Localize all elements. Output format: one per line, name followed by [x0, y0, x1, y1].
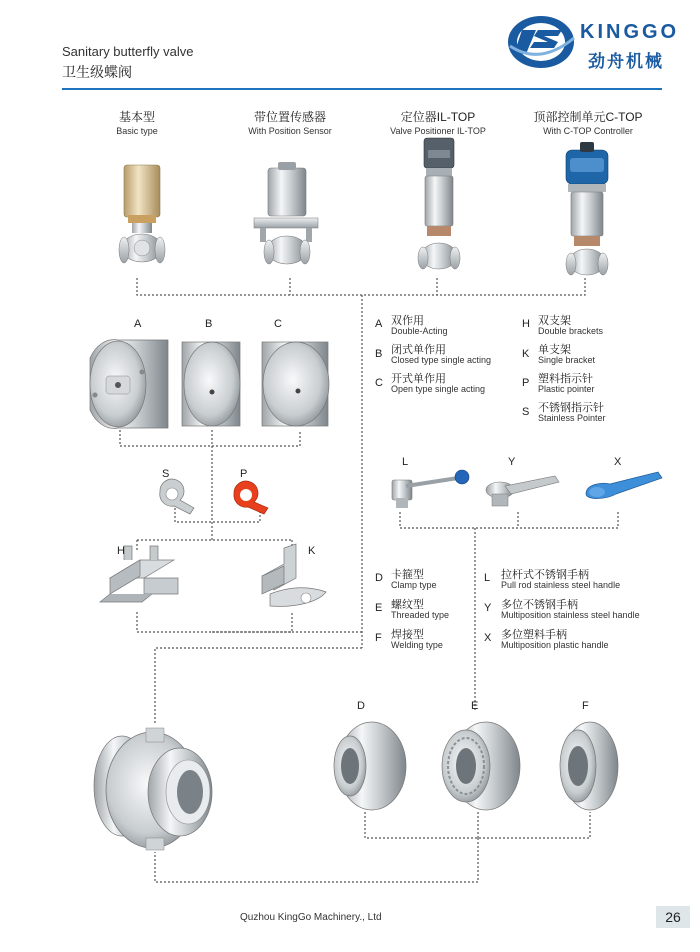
valve-il-top-image	[418, 138, 460, 269]
product-title-position-sensor	[215, 108, 365, 136]
double-bracket-image	[100, 546, 178, 602]
product-title-en: Valve Positioner IL-TOP	[390, 126, 486, 136]
label-c: C	[274, 318, 282, 330]
label-l: L	[402, 456, 409, 468]
legend-key: C	[375, 377, 383, 389]
legend-item-en: Welding type	[391, 640, 443, 650]
label-a: A	[134, 318, 142, 330]
label-k: K	[308, 545, 316, 557]
kinggo-logo-icon	[508, 16, 574, 68]
actuator-c-image	[262, 342, 329, 426]
valve-basic-type-image	[119, 165, 165, 263]
legend-item-cn: 多位不锈钢手柄	[501, 598, 578, 611]
valve-body-image	[94, 728, 212, 850]
legend-item-cn: 螺纹型	[391, 598, 424, 611]
legend-item-en: Plastic pointer	[538, 384, 595, 394]
stainless-pointer-image	[160, 479, 194, 514]
legend-item-en: Multiposition plastic handle	[501, 640, 609, 650]
plastic-pointer-image	[234, 481, 268, 514]
product-title-en: Basic type	[116, 126, 158, 136]
product-title-c-top	[513, 108, 663, 136]
pull-rod-handle-image	[392, 470, 469, 508]
product-title-basic	[62, 108, 212, 136]
legend-item-en: Double brackets	[538, 326, 604, 336]
legend-key: A	[375, 318, 383, 330]
valve-position-sensor-image	[254, 162, 318, 264]
brand-name-cn: 劲舟机械	[588, 52, 664, 72]
product-title-en: With Position Sensor	[248, 126, 332, 136]
label-d: D	[357, 700, 365, 712]
legend-item-cn: 不锈钢指示针	[538, 401, 604, 414]
actuator-b-image	[182, 342, 240, 426]
label-s: S	[162, 468, 170, 480]
legend-item-cn: 焊接型	[391, 628, 424, 641]
product-title-il-top	[363, 108, 513, 136]
label-h: H	[117, 545, 125, 557]
legend-item-cn: 开式单作用	[391, 372, 446, 385]
legend-item-en: Clamp type	[391, 580, 437, 590]
label-x: X	[614, 456, 622, 468]
legend-item-en: Single bracket	[538, 355, 596, 365]
footer-company: Quzhou KingGo Machinery., Ltd	[240, 912, 382, 923]
single-bracket-image	[262, 544, 326, 606]
page-title-en: Sanitary butterfly valve	[62, 44, 194, 59]
product-title-cn: 定位器IL-TOP	[400, 110, 476, 124]
clamp-end-image	[334, 722, 406, 810]
product-title-en: With C-TOP Controller	[543, 126, 633, 136]
legend-item-cn: 单支架	[538, 343, 571, 356]
label-e: E	[471, 700, 479, 712]
product-title-cn: 顶部控制单元C-TOP	[533, 110, 643, 124]
legend-key: F	[375, 632, 382, 644]
legend-key: E	[375, 602, 383, 614]
legend-item-cn: 多位塑料手柄	[501, 628, 567, 641]
legend-key: D	[375, 572, 383, 584]
page-number: 26	[665, 909, 681, 925]
legend-key: B	[375, 348, 383, 360]
legend-key: P	[522, 377, 530, 389]
legend-item-en: Open type single acting	[391, 384, 486, 394]
legend-key: L	[484, 572, 491, 584]
legend-item-en: Double-Acting	[391, 326, 448, 336]
label-b: B	[205, 318, 213, 330]
welding-end-image	[560, 722, 618, 810]
legend-item-en: Closed type single acting	[391, 355, 492, 365]
legend-item-en: Multiposition stainless steel handle	[501, 610, 640, 620]
multiposition-steel-handle-image	[486, 476, 559, 506]
legend-key: K	[522, 348, 530, 360]
legend-key: S	[522, 406, 530, 418]
legend-item-cn: 双作用	[391, 314, 424, 327]
header-divider	[62, 88, 662, 90]
legend-key: Y	[484, 602, 492, 614]
valve-c-top-image	[566, 142, 608, 275]
label-y: Y	[508, 456, 516, 468]
multiposition-plastic-handle-image	[586, 472, 662, 499]
legend-item-cn: 双支架	[538, 314, 571, 327]
legend-item-cn: 塑料指示针	[538, 372, 593, 385]
legend-item-en: Threaded type	[391, 610, 450, 620]
threaded-end-image	[442, 722, 520, 810]
label-f: F	[582, 700, 589, 712]
product-title-cn: 基本型	[118, 110, 155, 124]
brand-name-en: KINGGO	[580, 21, 680, 43]
legend-item-en: Pull rod stainless steel handle	[501, 580, 621, 590]
page-title-cn: 卫生级蝶阀	[62, 64, 132, 80]
legend-key: H	[522, 318, 530, 330]
legend-item-cn: 闭式单作用	[391, 343, 446, 356]
legend-item-en: Stainless Pointer	[538, 413, 606, 423]
actuator-a-image	[90, 340, 168, 429]
legend-key: X	[484, 632, 492, 644]
legend-item-cn: 拉杆式不锈钢手柄	[501, 568, 589, 581]
product-title-cn: 带位置传感器	[253, 110, 326, 124]
legend-item-cn: 卡箍型	[391, 568, 424, 581]
label-p: P	[240, 468, 248, 480]
